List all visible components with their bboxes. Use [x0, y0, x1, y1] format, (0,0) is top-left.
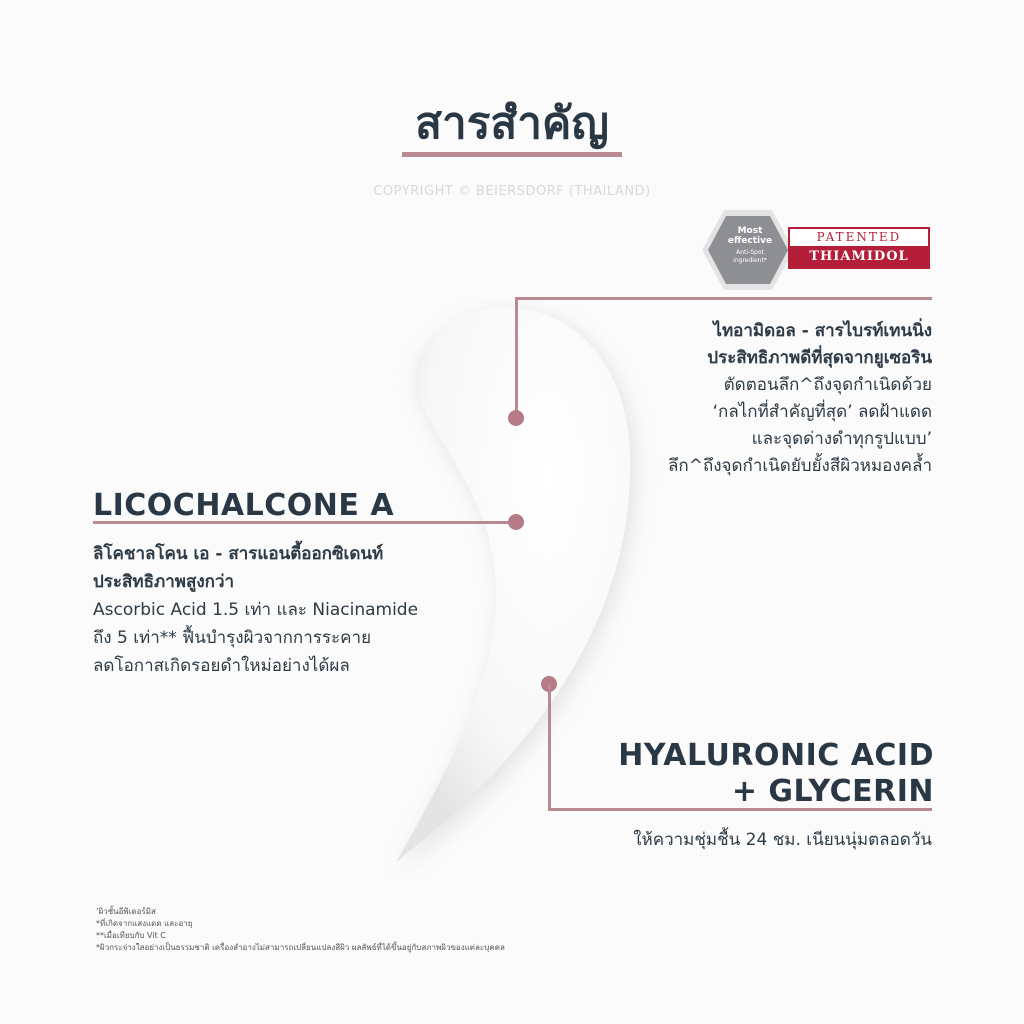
hyaluronic-title-line-2: + GLYCERIN: [731, 774, 934, 809]
footnote-2: *ที่เกิดจากแสงแดด และอายุ: [96, 919, 193, 928]
thiamidol-line-4: ‘กลไกที่สำคัญที่สุด’ ลดฝ้าแดด: [712, 402, 932, 422]
thiamidol-connector-vertical: [515, 297, 518, 417]
hyaluronic-connector-vertical: [548, 684, 551, 810]
hexagon-badge-text: [724, 226, 776, 265]
licochalcone-title: LICOCHALCONE A: [93, 488, 395, 523]
title-underline: [402, 152, 622, 157]
footnote-1: ’ผิวชั้นอีพิเดอร์มิส: [96, 907, 156, 916]
thiamidol-line-6: ลึก^ถึงจุดกำเนิดยับยั้งสีผิวหมองคล้ำ: [667, 456, 932, 476]
thiamidol-connector-horizontal: [516, 297, 932, 300]
patented-thiamidol-logo: [788, 227, 930, 269]
badge-anti-spot: Anti-Spot ingredient*: [733, 249, 767, 264]
licochalcone-description: [93, 540, 418, 680]
licochalcone-line-5: ลดโอกาสเกิดรอยดำใหม่อย่างได้ผล: [93, 656, 350, 676]
licochalcone-line-1: ลิโคชาลโคน เอ - สารแอนตี้ออกซิเดนท์: [93, 544, 384, 564]
licochalcone-dot: [508, 514, 524, 530]
thiamidol-description: [668, 318, 932, 480]
copyright-watermark: COPYRIGHT © BEIERSDORF (THAILAND): [373, 184, 651, 199]
footnote-4: *ผิวกระจ่างใสอย่างเป็นธรรมชาติ เครื่องสำอางไม่สามารถเปลี่ยนแปลงสีผิว ผลลัพธ์ที่ได้ขึ้นอยู่กับสภาพผิวของแต่ละบุคคล: [96, 943, 505, 952]
licochalcone-line-4: ถึง 5 เท่า** ฟื้นบำรุงผิวจากการระคาย: [93, 628, 372, 648]
hyaluronic-description: ให้ความชุ่มชื้น 24 ชม. เนียนนุ่มตลอดวัน: [633, 830, 932, 850]
hyaluronic-title-line-1: HYALURONIC ACID: [618, 738, 934, 773]
thiamidol-label: THIAMIDOL: [790, 246, 928, 267]
thiamidol-line-3: ตัดตอนลึก^ถึงจุดกำเนิดด้วย: [723, 375, 932, 395]
thiamidol-dot: [508, 410, 524, 426]
badge-most-effective: Most effective: [727, 226, 773, 246]
licochalcone-line-2: ประสิทธิภาพสูงกว่า: [93, 572, 235, 592]
patented-label: PATENTED: [816, 230, 902, 244]
thiamidol-line-2: ประสิทธิภาพดีที่สุดจากยูเซอริน: [707, 348, 932, 368]
thiamidol-line-5: และจุดด่างดำทุกรูปแบบ’: [751, 429, 932, 449]
licochalcone-line-3: Ascorbic Acid 1.5 เท่า และ Niacinamide: [93, 600, 419, 620]
thiamidol-line-1: ไทอามิดอล - สารไบรท์เทนนิ่ง: [713, 321, 932, 341]
footnote-3: **เมื่อเทียบกับ Vit C: [96, 931, 166, 940]
page-title: สารสำคัญ: [415, 98, 609, 149]
footnotes: [96, 906, 505, 954]
hyaluronic-title: [618, 738, 934, 810]
